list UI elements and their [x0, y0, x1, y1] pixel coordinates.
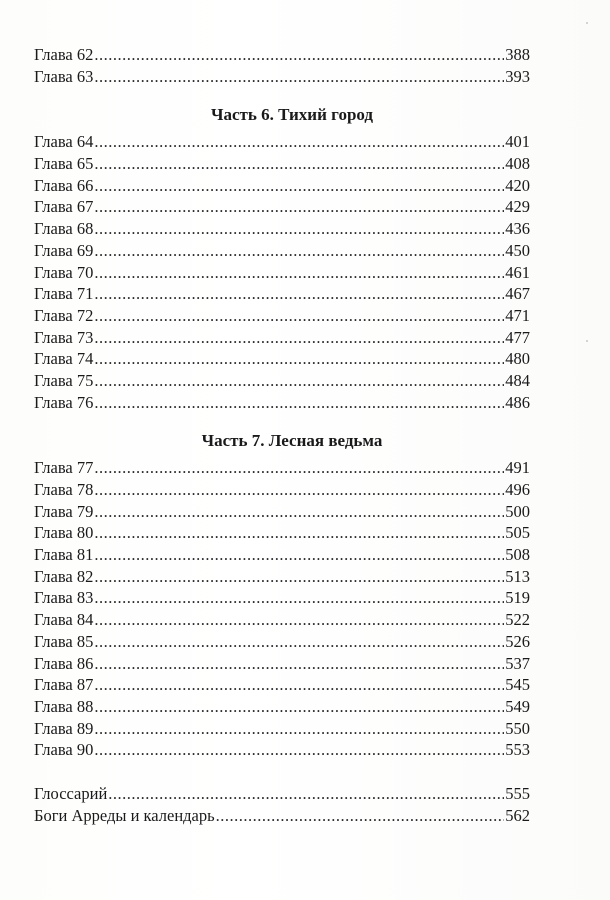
toc-entry	[34, 696, 530, 718]
toc-leader-dots	[94, 631, 504, 653]
toc-entry	[34, 392, 530, 414]
toc-entry-gods-calendar	[34, 805, 530, 827]
toc-leader-dots	[94, 196, 504, 218]
toc-entry-label: Глава 65	[34, 154, 94, 174]
toc-leader-dots	[94, 240, 504, 262]
toc-entry	[34, 501, 530, 523]
toc-section-part6	[34, 131, 530, 413]
toc-entry	[34, 327, 530, 349]
toc-entry-page: 393	[505, 66, 530, 86]
paper-speck	[586, 340, 588, 342]
toc-entry	[34, 609, 530, 631]
toc-leader-dots	[94, 66, 504, 88]
toc-entry-label: Глава 70	[34, 262, 94, 282]
toc-entry-label: Глава 82	[34, 566, 94, 586]
toc-entry-label: Глава 85	[34, 631, 94, 651]
toc-entry-label: Глава 72	[34, 305, 94, 325]
toc-entry-label: Глава 63	[34, 66, 94, 86]
toc-leader-dots	[94, 501, 504, 523]
toc-entry-page: 429	[505, 197, 530, 217]
toc-entry-page: 513	[505, 566, 530, 586]
toc-entry-label: Глава 68	[34, 219, 94, 239]
toc-entry-label: Глава 66	[34, 175, 94, 195]
toc-leader-dots	[94, 44, 504, 66]
toc-entry-page: 480	[505, 349, 530, 369]
toc-entry	[34, 66, 530, 88]
toc-entry-page: 420	[505, 175, 530, 195]
toc-leader-dots	[94, 305, 504, 327]
toc-entry-page: 519	[505, 588, 530, 608]
toc-entry	[34, 131, 530, 153]
toc-entry	[34, 522, 530, 544]
toc-leader-dots	[94, 739, 504, 761]
toc-entry	[34, 175, 530, 197]
toc-entry-label: Глава 84	[34, 610, 94, 630]
toc-entry-label: Глава 74	[34, 349, 94, 369]
toc-entry-page: 484	[505, 370, 530, 390]
toc-entry-page: 461	[505, 262, 530, 282]
toc-entry	[34, 240, 530, 262]
toc-leader-dots	[108, 783, 504, 805]
toc-entry-page: 550	[505, 718, 530, 738]
toc-entry-page: 388	[505, 45, 530, 64]
toc-entry-label: Глава 71	[34, 284, 94, 304]
toc-entry-label: Глава 79	[34, 501, 94, 521]
toc-entry-page: 496	[505, 480, 530, 499]
toc-entry-label: Глава 75	[34, 370, 94, 390]
toc-entry-label: Глава 80	[34, 523, 94, 543]
toc-leader-dots	[94, 522, 504, 544]
toc-section-appendix	[34, 783, 530, 826]
toc-leader-dots	[94, 262, 504, 284]
toc-entry-page: 477	[505, 327, 530, 347]
toc-entry-page: 555	[505, 783, 530, 803]
toc-entry-page: 508	[505, 545, 530, 565]
toc-entry-page: 486	[505, 392, 530, 412]
toc-entry-page: 549	[505, 696, 530, 716]
toc-entry-page: 500	[505, 501, 530, 521]
part-heading-7: Часть 7. Лесная ведьма	[201, 431, 383, 451]
toc-entry-page: 467	[505, 284, 530, 304]
toc-entry	[34, 153, 530, 175]
toc-entry-label: Глава 83	[34, 588, 94, 608]
toc-entry	[34, 631, 530, 653]
toc-leader-dots	[94, 718, 504, 740]
toc-section-part7	[34, 457, 530, 761]
toc-entry-page: 505	[505, 523, 530, 543]
toc-leader-dots	[94, 609, 504, 631]
toc-leader-dots	[94, 218, 504, 240]
toc-leader-dots	[94, 283, 504, 305]
paper-speck	[586, 22, 588, 24]
toc-section-part5-tail	[34, 44, 530, 87]
toc-entry-page: 436	[505, 219, 530, 239]
toc-entry-page: 537	[505, 653, 530, 673]
toc-entry	[34, 44, 530, 66]
toc-entry-label: Глава 73	[34, 327, 94, 347]
toc-entry	[34, 370, 530, 392]
toc-entry	[34, 283, 530, 305]
toc-leader-dots	[216, 805, 505, 827]
toc-entry-label: Глава 89	[34, 718, 94, 738]
toc-entry-page: 522	[505, 610, 530, 630]
toc-entry	[34, 196, 530, 218]
toc-entry-page: 553	[505, 740, 530, 760]
toc-entry-label: Глава 76	[34, 392, 94, 412]
toc-entry-page: 562	[505, 805, 530, 825]
toc-entry-label: Глава 86	[34, 653, 94, 673]
toc-leader-dots	[94, 131, 504, 153]
toc-entry-page: 545	[505, 675, 530, 695]
toc-entry	[34, 305, 530, 327]
toc-entry	[34, 457, 530, 479]
toc-entry	[34, 566, 530, 588]
toc-entry-page: 526	[505, 631, 530, 651]
toc-entry	[34, 674, 530, 696]
toc-entry-page: 450	[505, 240, 530, 260]
toc-entry-label: Глава 69	[34, 240, 94, 260]
toc-entry-label: Боги Арреды и календарь	[34, 805, 215, 825]
toc-leader-dots	[94, 348, 504, 370]
toc-leader-dots	[94, 587, 504, 609]
toc-entry-label: Глава 81	[34, 545, 94, 565]
toc-entry	[34, 653, 530, 675]
toc-entry-page: 491	[505, 458, 530, 478]
toc-entry	[34, 587, 530, 609]
toc-entry	[34, 544, 530, 566]
toc-leader-dots	[94, 153, 504, 175]
toc-entry	[34, 262, 530, 284]
toc-entry-label: Глава 64	[34, 132, 94, 152]
toc-entry	[34, 348, 530, 370]
toc-leader-dots	[94, 479, 504, 501]
toc-leader-dots	[94, 370, 504, 392]
toc-entry	[34, 739, 530, 761]
section-gap	[34, 761, 530, 783]
toc-leader-dots	[94, 566, 504, 588]
toc-entry	[34, 718, 530, 740]
toc-entry-label: Глава 62	[34, 45, 94, 64]
toc-entry-page: 471	[505, 305, 530, 325]
toc-leader-dots	[94, 653, 504, 675]
table-of-contents	[34, 44, 530, 826]
toc-leader-dots	[94, 327, 504, 349]
toc-entry-label: Глава 77	[34, 458, 94, 478]
part-heading-6: Часть 6. Тихий город	[210, 105, 374, 125]
toc-entry-label: Глава 87	[34, 675, 94, 695]
toc-leader-dots	[94, 674, 504, 696]
toc-entry	[34, 479, 530, 501]
toc-entry-label: Глава 90	[34, 740, 94, 760]
toc-entry	[34, 218, 530, 240]
toc-leader-dots	[94, 392, 504, 414]
toc-entry-page: 401	[505, 132, 530, 152]
toc-entry-label: Глава 67	[34, 197, 94, 217]
toc-leader-dots	[94, 457, 504, 479]
toc-leader-dots	[94, 175, 504, 197]
toc-leader-dots	[94, 696, 504, 718]
toc-leader-dots	[94, 544, 504, 566]
toc-entry-page: 408	[505, 154, 530, 174]
toc-entry-label: Глоссарий	[34, 783, 108, 803]
toc-entry-glossary	[34, 783, 530, 805]
toc-entry-label: Глава 88	[34, 696, 94, 716]
toc-entry-label: Глава 78	[34, 480, 94, 499]
